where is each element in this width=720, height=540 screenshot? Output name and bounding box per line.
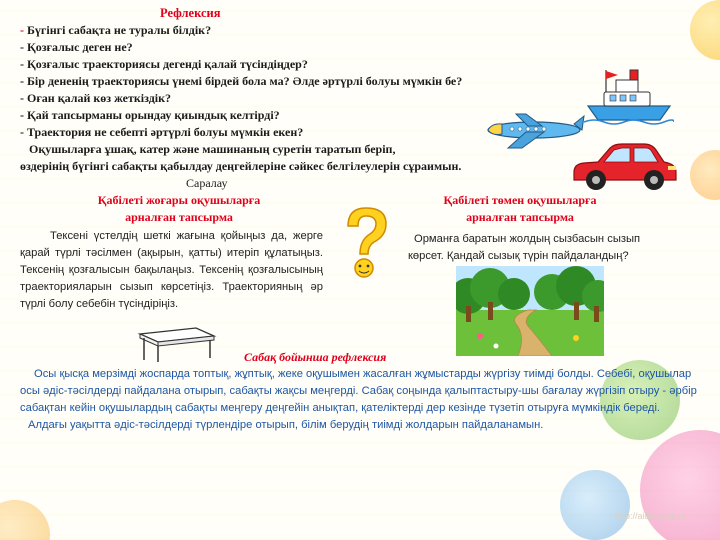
reflection-heading: Сабақ бойынша рефлексия xyxy=(244,350,387,364)
question-line: - Қай тапсырманы орындау қиындық келтірді? xyxy=(20,108,280,122)
instruction-line: Оқушыларға ұшақ, катер және машинаның суретін таратып беріп, xyxy=(20,142,396,156)
low-ability-task-text: Орманға баратын жолдың сызбасын сызып көрсет. Қандай сызық түрін пайдаландың? xyxy=(408,233,641,262)
source-url: http://aida.ucoz.ru xyxy=(615,511,687,521)
question-line: - Бүгінгі сабақта не туралы білдік? xyxy=(20,23,212,37)
reflection-paragraph: Осы қысқа мерзімді жоспарда топтық, жұптық, жеке оқушымен жасалған жұмыстарды жүргізу тиімді болды. Себебі, оқушылар осы әдіс-тәсілдерді пайдалана отырып, сабақты жақсы меңгерді. Сабақ соңында қалыптастыру-шы бағалау жүргізіп отыру - әрбір сабақтан кейін оқушылардың сабақты меңгеру деңгейін анықтап, қателіктерді дер кезінде түзетіп отыруға мүмкіндік береді. xyxy=(20,368,697,414)
question-line: - Оған қалай көз жеткіздік? xyxy=(20,91,172,105)
high-ability-task-text: Тексені үстелдің шеткі жағына қойыңыз да, жерге қарай түрлі тәсілмен (ақырын, қатты) итеріп құлатыңыз. Тексенің қозғалысын бақылаңыз. Тексенің қозғалысының траекторияларын сызып көрсетіңіз. Траекторияның әр түрлі болу себебін түсіндіріңіз. xyxy=(20,230,323,310)
reflection-paragraph: Алдағы уақытта әдіс-тәсілдерді түрлендіре отырып, білім берудің тиімді жолдарын пайдаланамын. xyxy=(28,419,544,431)
reflection-text xyxy=(20,366,712,434)
question-line: - Қозғалыс деген не? xyxy=(20,40,133,54)
question-line: - Қозғалыс траекториясы дегенді қалай түсіндіңдер? xyxy=(20,57,308,71)
page-title: Рефлексия xyxy=(160,6,221,20)
car-icon xyxy=(570,138,680,194)
boat-icon xyxy=(584,66,674,128)
section-differentiation-title: Саралау xyxy=(186,176,228,190)
forest-road-image xyxy=(456,266,604,356)
table-icon xyxy=(136,324,218,364)
low-ability-heading: Қабілеті төмен оқушыларға xyxy=(443,193,597,207)
high-ability-heading: Қабілеті жоғары оқушыларға xyxy=(97,193,261,207)
question-line: - Траектория не себепті әртүрлі болуы мүмкін екен? xyxy=(20,125,304,139)
high-ability-heading-sub: арналған тапсырма xyxy=(125,210,233,224)
decor-bubble xyxy=(560,470,630,540)
question-mark-icon xyxy=(340,204,392,282)
instruction-line: өздерінің бүгінгі сабақты қабылдау деңгейлеріне сәйкес белгілеулерін сұраимын. xyxy=(20,159,462,173)
question-line: - Бір дененің траекториясы үнемі бірдей бола ма? Әлде әртүрлі болуы мүмкін бе? xyxy=(20,74,463,88)
low-ability-heading-sub: арналған тапсырма xyxy=(466,210,574,224)
